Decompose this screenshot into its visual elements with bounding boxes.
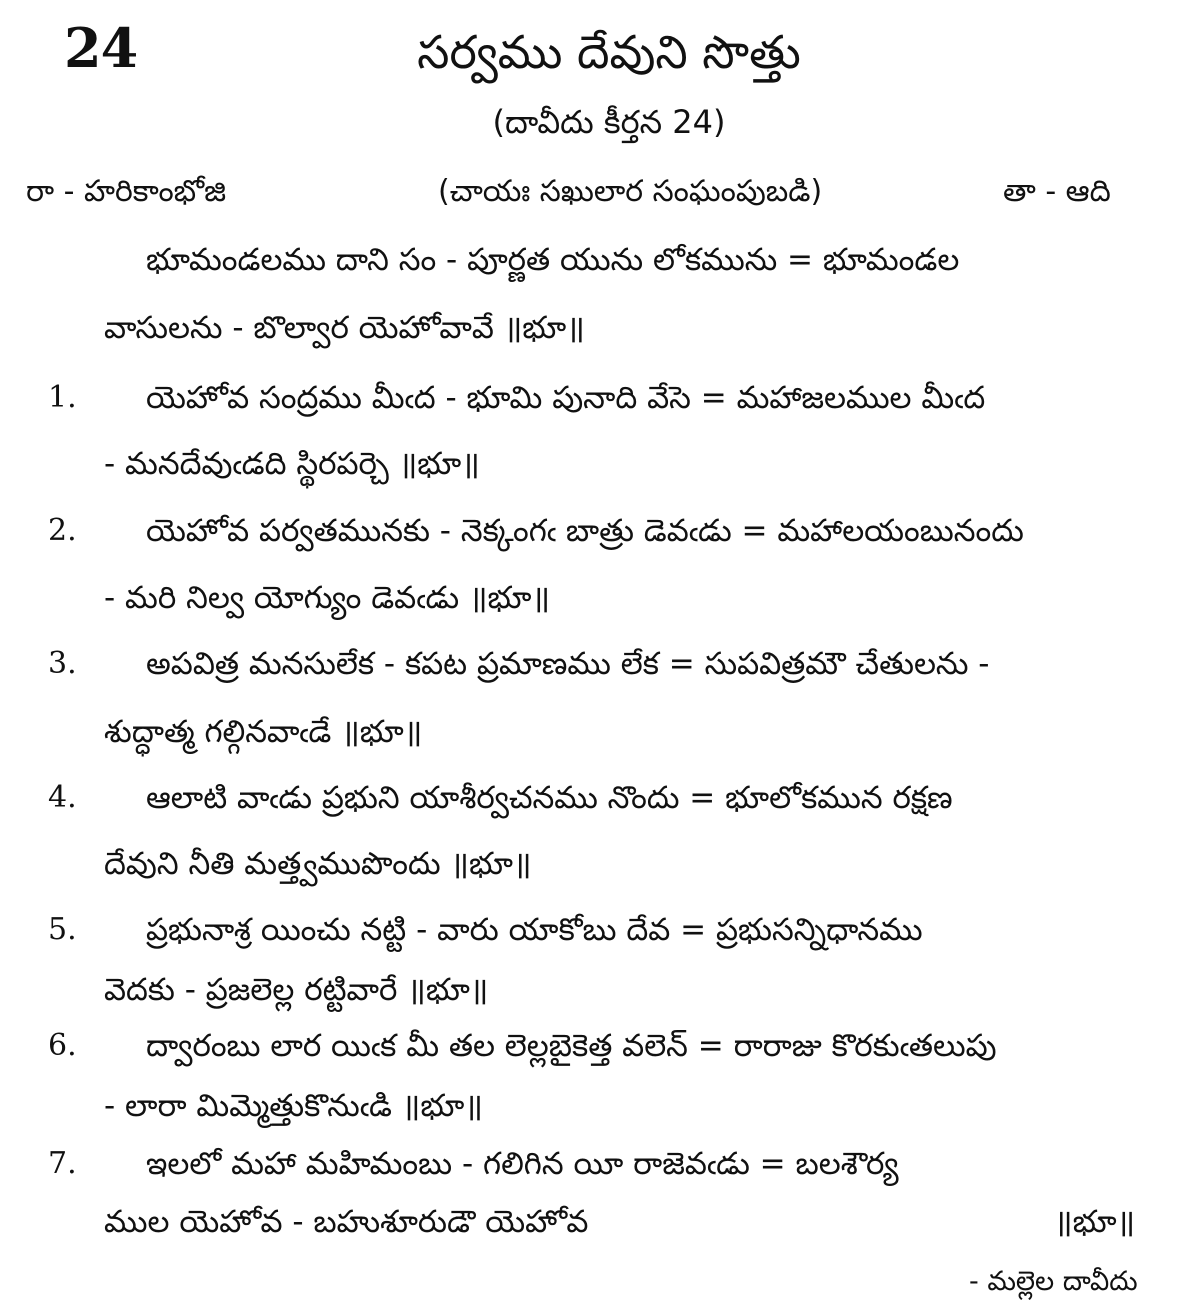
verse-number: 3.	[48, 646, 77, 681]
verse-7-line-1: ఇలలో మహా మహిమంబు - గలిగిన యీ రాజెవఁడు = బలశౌర్య	[146, 1146, 899, 1182]
verse-4-line-2: దేవుని నీతి మత్త్వముపొందు ॥భూ॥	[104, 846, 532, 882]
verse-1-line-1: యెహోవ సంద్రము మీఁద - భూమి పునాది వేసె = మహాజలముల మీఁద	[146, 380, 986, 416]
song-number: 24	[64, 16, 138, 80]
verse-6-line-1: ద్వారంబు లార యిఁక మీ తల లెల్లబైకెత్త వలెన్ = రారాజు కొరకుఁతలుపు	[146, 1028, 997, 1064]
verse-number: 5.	[48, 912, 77, 947]
verse-2-line-1: యెహోవ పర్వతమునకు - నెక్కంగఁ బాత్రు డెవఁడు = మహాలయంబునందు	[146, 513, 1024, 549]
song-subtitle: (దావీదు కీర్తన 24)	[492, 103, 726, 141]
verse-number: 1.	[48, 380, 77, 415]
verse-2-line-2: - మరి నిల్వ యోగ్యుం డెవఁడు ॥భూ॥	[104, 580, 551, 616]
song-title: సర్వము దేవుని సొత్తు	[417, 25, 801, 79]
verse-number: 2.	[48, 513, 77, 548]
verse-7-line-2: ముల యెహోవ - బహుశూరుడౌ యెహోవ	[104, 1204, 589, 1240]
verse-4-line-1: ఆలాటి వాఁడు ప్రభుని యాశీర్వచనము నొందు = భూలోకమున రక్షణ	[146, 780, 953, 816]
chorus-line-2: వాసులను - బొల్వార యెహోవావే ॥భూ॥	[104, 310, 585, 346]
author-credit: - మల్లెల దావీదు	[969, 1266, 1138, 1297]
verse-number: 7.	[48, 1146, 77, 1181]
verse-number: 4.	[48, 780, 77, 815]
verse-5-line-2: వెదకు - ప్రజలెల్ల రట్టివారే ॥భూ॥	[104, 972, 489, 1008]
verse-6-line-2: - లారా మిమ్మెత్తుకొనుఁడి ॥భూ॥	[104, 1088, 483, 1124]
verse-number: 6.	[48, 1028, 77, 1063]
verse-7-refrain: ॥భూ॥	[1054, 1204, 1136, 1240]
chorus-line-1: భూమండలము దాని సం - పూర్ణత యును లోకమును = భూమండల	[146, 242, 960, 278]
verse-3-line-2: శుద్ధాత్మ గల్గినవాఁడే ॥భూ॥	[104, 714, 423, 750]
verse-3-line-1: అపవిత్ర మనసులేక - కపట ప్రమాణము లేక = సుపవిత్రమౌ చేతులను -	[146, 646, 990, 682]
tune-label: (చాయః సఖులార సంఘంపుబడి)	[438, 174, 823, 209]
tala-label: తా - ఆది	[1003, 174, 1111, 209]
raga-label: రా - హరికాంభోజి	[26, 174, 227, 209]
verse-1-line-2: - మనదేవుఁడది స్థిరపర్చె ॥భూ॥	[104, 446, 480, 482]
verse-5-line-1: ప్రభునాశ్ర యించు నట్టి - వారు యాకోబు దేవ = ప్రభుసన్నిధానము	[146, 912, 923, 948]
